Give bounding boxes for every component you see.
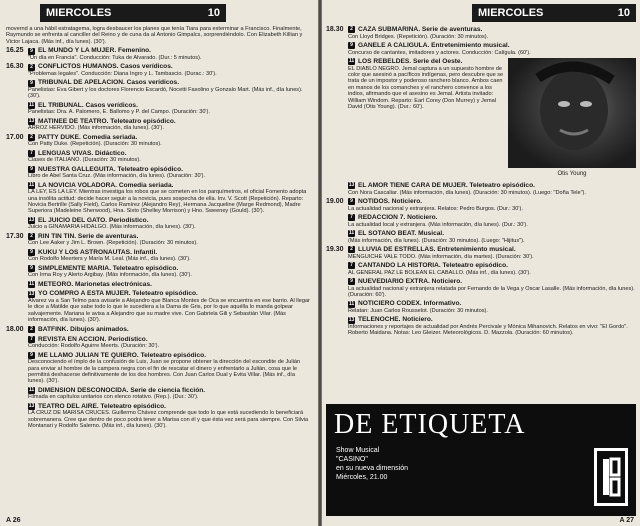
- program-entry: [28, 150, 312, 164]
- program-description: EL DIABLO NEGRO. Jemal captura a un supuesto hombre de color que asesinó a pacíficos indígenas, pero descubre que se trata de un impostor y poderoso ranchero blanco. Ambos caen en manos de los comanches y el ranchero convence a los indios, afirmando que el asesino es Jemal. Artista invitado: William Windom. Reparto: Earl Corey (Don Murrey) y Jemal David (Otis Young). (Dur.: 60').: [348, 65, 504, 111]
- channel-badge: 9: [28, 48, 35, 55]
- ad-line-3: en su nueva dimensión: [336, 465, 408, 472]
- channel-badge: 2: [28, 64, 35, 71]
- slot-time: [6, 290, 28, 323]
- channel-badge: 11: [28, 101, 35, 108]
- program-entry: [348, 42, 636, 56]
- photo-caption: Otis Young: [557, 171, 587, 177]
- program-title: YO COMPRO A ESTA MUJER. Teleteatro episódico.: [38, 290, 198, 298]
- program-title-line: [28, 166, 312, 174]
- slot-time: [6, 387, 28, 401]
- program-title: EL SOTANO BEAT. Musical.: [358, 230, 445, 237]
- channel-badge: 2: [28, 326, 35, 333]
- program-entry: [28, 336, 312, 350]
- slot-time: [6, 403, 28, 430]
- channel-badge: 9: [28, 80, 35, 87]
- right-listings: [326, 26, 636, 339]
- program-title-line: [28, 290, 312, 298]
- channel-badge: 9: [348, 278, 355, 285]
- right-slot-list: [326, 26, 636, 337]
- slot-time: 16.25: [6, 47, 24, 55]
- channel-badge: 13: [28, 403, 35, 410]
- channel-badge: 9: [28, 352, 35, 359]
- program-entry: [28, 79, 312, 99]
- program-entry: [28, 118, 312, 132]
- program-title-line: [348, 262, 636, 270]
- program-title: MATINEE DE TEATRO. Teleteatro episódico.: [38, 117, 176, 125]
- program-slot: [6, 233, 312, 247]
- program-title: REDACCION 7. Noticiero.: [358, 214, 438, 221]
- program-title: RIN TIN TIN. Serie de aventuras.: [38, 232, 139, 240]
- program-title: SIMPLEMENTE MARIA. Teleteatro episódico.: [38, 264, 179, 272]
- program-title: ME LLAMO JULIAN TE QUIERO. Teleteatro episódico.: [38, 351, 207, 359]
- program-description: (Más información, día lunes). (Duración: 30 minutos). (Luego: "Hijitus").: [348, 237, 525, 244]
- slot-time: 18.30: [326, 26, 344, 33]
- program-description: Relatan: Juan Carlos Rousselot. (Duración: 30 minutos).: [348, 308, 488, 314]
- program-slot: [6, 134, 312, 148]
- left-page: [0, 0, 318, 526]
- program-description: Con Patty Duke. (Repetición). (Duración: 30 minutos).: [28, 141, 162, 148]
- program-description: Panelistas: Eva Gibert y los doctores Florencio Escardó, Nocetti Fasolino y Gonzalo Mart. (Más inf., día lunes). (30').: [28, 86, 303, 100]
- slot-time: [326, 262, 348, 276]
- program-description: Libro de Abel Santa Cruz. (Más información, día lunes). (Duración: 30').: [28, 173, 206, 180]
- channel-badge: 9: [348, 42, 355, 49]
- program-title: PATTY DUKE. Comedia seriada.: [38, 133, 138, 141]
- program-title: NOTICIERO CODEX. Informativo.: [358, 300, 462, 308]
- slot-time: [6, 150, 28, 164]
- program-description: Filmada en capítulos unitarios con elenco rotativo. (Rep.). (Dur.: 30').: [28, 394, 199, 401]
- program-entry: [348, 182, 636, 196]
- program-slot: [6, 166, 312, 180]
- program-slot: [6, 47, 312, 61]
- slot-time: [6, 79, 28, 99]
- program-title: BATFINK. Dibujos animados.: [38, 325, 129, 333]
- program-description: AL GENERAL PAZ LE BOLEAN EL CABALLO. (Más inf., día lunes). (30').: [348, 269, 531, 276]
- program-slot: [326, 300, 636, 314]
- program-description: ARROZ HERVIDO. (Más información, día lunes). (30').: [28, 125, 164, 132]
- channel-badge: 7: [28, 150, 35, 157]
- slot-time: 19.30: [326, 246, 344, 253]
- program-description: "Problemas legales". Conducción: Diana Ingro y L. Tambascio. (Durac.: 30').: [28, 70, 217, 77]
- program-slot: [326, 26, 636, 40]
- program-title-line: [28, 150, 312, 158]
- program-title-line: [28, 403, 312, 411]
- program-description: La actualidad nacional y extranjera relatada por Fernando de la Vega y Oscar Lasalle. (Más información, día lunes). (Duración: 60').: [348, 285, 635, 298]
- slot-time: [326, 42, 348, 56]
- program-title: NOTIDOS. Noticiero.: [358, 198, 423, 205]
- right-header: [472, 4, 636, 22]
- left-intro: movernd a una hábil estratagema, logra desbaucer los planes que tenía Tiara para exterminar a Francisco. Finalmente, Raymundo se enfrenta al canciller del Reino y de cuna da al Antonio Gimpalcs, sorprendiéndolo. Con Elizabeth Killian y Victor Lajaca. (Más inf., día lunes). (30').: [6, 26, 303, 45]
- program-description: "Un día en Francia". Conducción: Tuka de Alvarado. (Dur.: 5 minutos).: [28, 54, 202, 61]
- program-entry: [348, 198, 636, 212]
- program-entry: [28, 63, 312, 77]
- program-description: Alvarez va a San Telmo para avisarle a Alejandro que Blanca Montes de Oca se encuentra en ese barrio. Al llegar le dice a Matilde que sabe todo lo que le sucediera a la Dama de Gris, por lo que aquélla lo manda golpear salvajemente. Mariana le avisa a Alejandro que su madre vive. Con Gabriela Gili y Sebastián Vilar. (Más información, día lunes). (30').: [28, 298, 310, 324]
- ad-text: [336, 446, 408, 482]
- program-slot: [6, 336, 312, 350]
- program-title: LENGUAS VIVAS. Didáctico.: [38, 149, 127, 157]
- program-title: DIMENSION DESCONOCIDA. Serie de ciencia ficción.: [38, 386, 206, 394]
- program-slot: [6, 265, 312, 279]
- slot-time: [6, 265, 28, 279]
- program-title: CANTANDO LA HISTORIA. Teleteatro episódico.: [358, 262, 508, 269]
- program-title-line: [348, 182, 636, 190]
- slot-time: 17.00: [6, 133, 24, 141]
- program-entry: [28, 233, 312, 247]
- slot-time: [326, 300, 348, 314]
- program-description: Con Lee Aaker y Jim L. Brown. (Repetición). (Duración: 30 minutos).: [28, 240, 198, 247]
- channel-badge: 2: [28, 134, 35, 141]
- channel-badge: 9: [28, 166, 35, 173]
- slot-time: [6, 336, 28, 350]
- slot-time: [6, 249, 28, 263]
- program-title-line: [28, 63, 312, 71]
- channel-badge: 9: [348, 198, 355, 205]
- program-title-line: [28, 217, 312, 225]
- slot-time: [6, 182, 28, 215]
- channel-badge: 11: [28, 387, 35, 394]
- ad-title: DE ETIQUETA: [334, 409, 526, 440]
- program-entry: [28, 47, 312, 61]
- right-header-num: 10: [617, 7, 630, 19]
- program-description: LA LEY, ES LA LEY. Mientras investiga los robos que se cometen en los parquímetros, el oficial Fomento adopta una insólita actitud: decide hacer seguir a la novicia, pues sospecha de ella. Inv. V. Scott (Repetición). Reparto: Novicia Bertrille (Sally Field), Carlos Ramírez (Alejandro Rey), Hermana Jacqueline (Marge Redmond), Madre Superiora (Madeleine Sherwood), Hna. Sixto (Shelley Morrison) y Hno. Sweeney (Gould). (30').: [28, 189, 307, 215]
- slot-time: 17.30: [6, 232, 24, 240]
- channel-badge: 11: [348, 58, 355, 65]
- de-etiqueta-ad: [326, 404, 636, 516]
- channel-badge: 2: [348, 246, 355, 253]
- program-slot: [326, 214, 636, 228]
- left-page-number: A 26: [6, 517, 21, 524]
- program-entry: [28, 166, 312, 180]
- program-slot: [6, 387, 312, 401]
- program-entry: [28, 387, 312, 401]
- slot-time: [6, 217, 28, 231]
- program-title-line: [348, 42, 636, 50]
- channel-badge: 9: [28, 265, 35, 272]
- program-title-line: [348, 58, 504, 66]
- slot-time: 18.00: [6, 325, 24, 333]
- program-description: Con Irma Roy y Alerto Argibay. (Más información, día lunes). (30').: [28, 272, 192, 279]
- program-title-line: [28, 326, 312, 334]
- program-entry: [348, 246, 636, 260]
- program-slot: [6, 150, 312, 164]
- program-description: Con Rodolfo Meerters y María M. Leal. (Más inf., día lunes). (30').: [28, 256, 191, 263]
- program-title-line: [348, 278, 636, 286]
- slot-time: 16.30: [6, 63, 24, 71]
- program-description: Juicio a GINAMARIA HIDALGO. (Más información, día lunes). (30').: [28, 224, 196, 231]
- program-title: CONFLICTOS HUMANOS. Casos verídicos.: [38, 63, 173, 71]
- program-slot: [6, 102, 312, 116]
- program-title-line: [28, 352, 312, 360]
- program-title-line: [28, 182, 312, 190]
- program-entry: [348, 58, 636, 180]
- program-entry: [28, 290, 312, 323]
- program-entry: [28, 182, 312, 215]
- program-slot: [326, 262, 636, 276]
- program-title: EL JUICIO DEL GATO. Periodístico.: [38, 216, 149, 224]
- program-description: Con Lloyd Bridges. (Repetición). (Duración: 30 minutos).: [348, 33, 489, 40]
- program-slot: [326, 58, 636, 180]
- right-page: [322, 0, 640, 526]
- program-entry: [28, 281, 312, 289]
- right-page-number: A 27: [619, 517, 634, 524]
- slot-time: [6, 281, 28, 289]
- program-title: TRIBUNAL DE APELACION. Casos verídicos.: [38, 79, 180, 87]
- program-description: Clases de ITALIANO. (Duración: 30 minutos).: [28, 157, 141, 164]
- program-slot: [6, 118, 312, 132]
- channel-badge: 2: [28, 233, 35, 240]
- channel-badge: 13: [28, 290, 35, 297]
- channel-13-logo-icon: [597, 451, 625, 503]
- program-slot: [6, 217, 312, 231]
- program-slot: [6, 403, 312, 430]
- slot-time: [326, 214, 348, 228]
- channel-13-logo: [594, 448, 628, 506]
- channel-badge: 13: [28, 217, 35, 224]
- slot-time: [6, 352, 28, 385]
- program-title-line: [348, 246, 636, 254]
- channel-badge: 13: [28, 117, 35, 124]
- ad-line-4: Miércoles, 21.00: [336, 474, 388, 481]
- program-title-line: [348, 316, 636, 324]
- slot-time: [326, 182, 348, 196]
- program-title-line: [348, 300, 636, 308]
- program-description: Con Nora Cascaliar. (Más información, día lunes). (Duración: 30 minutos). (Luego: "Doña Tele").: [348, 189, 586, 196]
- program-entry: [348, 26, 636, 40]
- channel-badge: 11: [348, 230, 355, 237]
- left-header-num: 10: [207, 7, 220, 19]
- program-description: Informaciones y reportajes de actualidad por Andrés Percivale y Mónica Mihanovich. Relatos en vivo: "El Gordo". Roberto Maidana. Notas: Leo Gleizer. Meteorológicos. D. Mazzola. (Duración: 60 minutos).: [348, 324, 628, 337]
- program-title-line: [28, 118, 312, 126]
- program-title: CAZA SUBMARINA. Serie de aventuras.: [358, 26, 483, 33]
- program-title: NUEVEDIARIO EXTRA. Noticiero.: [358, 278, 463, 285]
- program-slot: [6, 63, 312, 77]
- program-entry: [348, 214, 636, 228]
- left-slot-list: [6, 47, 312, 429]
- program-entry: [348, 262, 636, 276]
- program-title: TELENOCHE. Noticiero.: [358, 316, 433, 324]
- program-title: EL MUNDO Y LA MUJER. Femenino.: [38, 47, 151, 55]
- program-title: KUKU Y LOS ASTRONAUTAS. Infantil.: [38, 248, 158, 256]
- program-entry: [28, 102, 312, 116]
- program-slot: [6, 281, 312, 289]
- program-description: La actualidad local y extranjera. (Más información, día lunes). (Dur.: 30').: [348, 221, 528, 228]
- channel-badge: 7: [28, 336, 35, 343]
- program-title-line: [28, 102, 312, 110]
- program-slot: [6, 79, 312, 99]
- program-title: GANELE A CALIGULA. Entretenimiento musical.: [358, 42, 510, 49]
- program-title-line: [28, 265, 312, 273]
- program-title: TEATRO DEL AIRE. Teleteatro episódico.: [38, 402, 166, 410]
- program-description: LA CRUZ DE MARISA CRUCES. Guillermo Chávez comprende que todo lo que está sucediendo lo beneficiará sobremanera. Cree que dentro de poco podrá tener a Marisa con él y que ésta vez será para siempre. Con Silvia Montanari y Rodolfo Salerno. (Más inf., día lunes). (30').: [28, 410, 309, 430]
- program-slot: [6, 249, 312, 263]
- program-slot: [326, 198, 636, 212]
- left-listings: [6, 26, 312, 432]
- program-title-line: [28, 47, 312, 55]
- program-entry: [28, 249, 312, 263]
- slot-time: [326, 316, 348, 336]
- slot-time: [326, 58, 348, 180]
- program-slot: [6, 182, 312, 215]
- program-entry: [348, 300, 636, 314]
- ad-line-2: "CASINO": [336, 456, 368, 463]
- program-title-line: [28, 233, 312, 241]
- slot-time: [326, 230, 348, 244]
- program-description: Panelistas: Dra. A. Palomero, E. Ballomo y P. del Campo. (Duración: 30').: [28, 109, 210, 116]
- channel-badge: 11: [28, 181, 35, 188]
- program-description: Concurso de cantantes, imitadores y actores. Conducción: Calígula. (60').: [348, 49, 531, 56]
- program-entry: [348, 278, 636, 298]
- program-title-line: [28, 249, 312, 257]
- program-title: LA NOVICIA VOLADORA. Comedia seriada.: [38, 181, 174, 189]
- right-header-day: MIERCOLES: [478, 7, 544, 19]
- channel-badge: 13: [348, 316, 355, 323]
- channel-badge: 2: [348, 26, 355, 33]
- program-title: LOS REBELDES. Serie del Oeste.: [358, 58, 463, 65]
- channel-badge: 11: [28, 281, 35, 288]
- program-description: Conducción: Rodolfo Aguirre Meerts. (Duración: 30').: [28, 343, 160, 350]
- slot-time: [6, 102, 28, 116]
- program-title-line: [348, 26, 636, 34]
- left-header: [40, 4, 226, 22]
- program-title: REVISTA EN ACCION. Periodístico.: [38, 335, 148, 343]
- channel-badge: 7: [348, 262, 355, 269]
- slot-time: 19.00: [326, 198, 344, 205]
- program-entry: [28, 217, 312, 231]
- program-description: MENGUICHE VALE TODO. (Más información, día martes). (Duración: 30').: [348, 253, 534, 260]
- program-title: NUESTRA GALLEGUITA. Teleteatro episódico.: [38, 165, 183, 173]
- ad-line-1: Show Musical: [336, 447, 380, 454]
- slot-time: [6, 118, 28, 132]
- program-slot: [326, 230, 636, 244]
- program-title: EL TRIBUNAL. Casos verídicos.: [38, 101, 138, 109]
- program-title-line: [28, 79, 312, 87]
- program-entry: [348, 316, 636, 336]
- program-entry: [28, 403, 312, 430]
- program-title-line: [348, 230, 636, 238]
- program-slot: [326, 278, 636, 298]
- channel-badge: 7: [348, 214, 355, 221]
- channel-badge: 11: [348, 300, 355, 307]
- program-description: Desconociendo el ímplo de la confusión de Luis, Juan se propone obtener la dirección del escondite de Julián para enviar al hombre de la campera negra con el fin de rescatar el dinero y enfrentarlo a Julián, cosa que le permitirá deshacerse definitivamente de los dos hombres. Con Juan Carlos Dual y Evita Villar. (Más inf., día lunes). (30').: [28, 359, 301, 385]
- program-entry: [348, 230, 636, 244]
- program-slot: [6, 326, 312, 334]
- slot-time: [326, 278, 348, 298]
- program-title-line: [28, 387, 312, 395]
- program-title-line: [28, 336, 312, 344]
- program-entry: [28, 134, 312, 148]
- program-slot: [6, 352, 312, 385]
- program-slot: [326, 316, 636, 336]
- program-title-line: [348, 214, 636, 222]
- program-slot: [6, 290, 312, 323]
- program-slot: [326, 42, 636, 56]
- program-entry: [28, 326, 312, 334]
- left-header-day: MIERCOLES: [46, 7, 112, 19]
- program-entry: [28, 352, 312, 385]
- program-title: EL AMOR TIENE CARA DE MUJER. Teleteatro episódico.: [358, 182, 535, 189]
- program-slot: [326, 246, 636, 260]
- program-title: METEORO. Marionetas electrónicas.: [38, 280, 152, 288]
- program-title-line: [28, 281, 312, 289]
- channel-badge: 9: [28, 249, 35, 256]
- program-description: La actualidad nacional y extranjera. Relatos: Pedro Burgos. (Dur.: 30').: [348, 205, 523, 212]
- program-entry: [28, 265, 312, 279]
- otis-young-photo: [508, 58, 636, 168]
- program-title-line: [348, 198, 636, 206]
- program-title-line: [28, 134, 312, 142]
- program-title: LLUVIA DE ESTRELLAS. Entretenimiento musical.: [358, 246, 516, 253]
- program-slot: [326, 182, 636, 196]
- slot-time: [6, 166, 28, 180]
- channel-badge: 13: [348, 182, 355, 189]
